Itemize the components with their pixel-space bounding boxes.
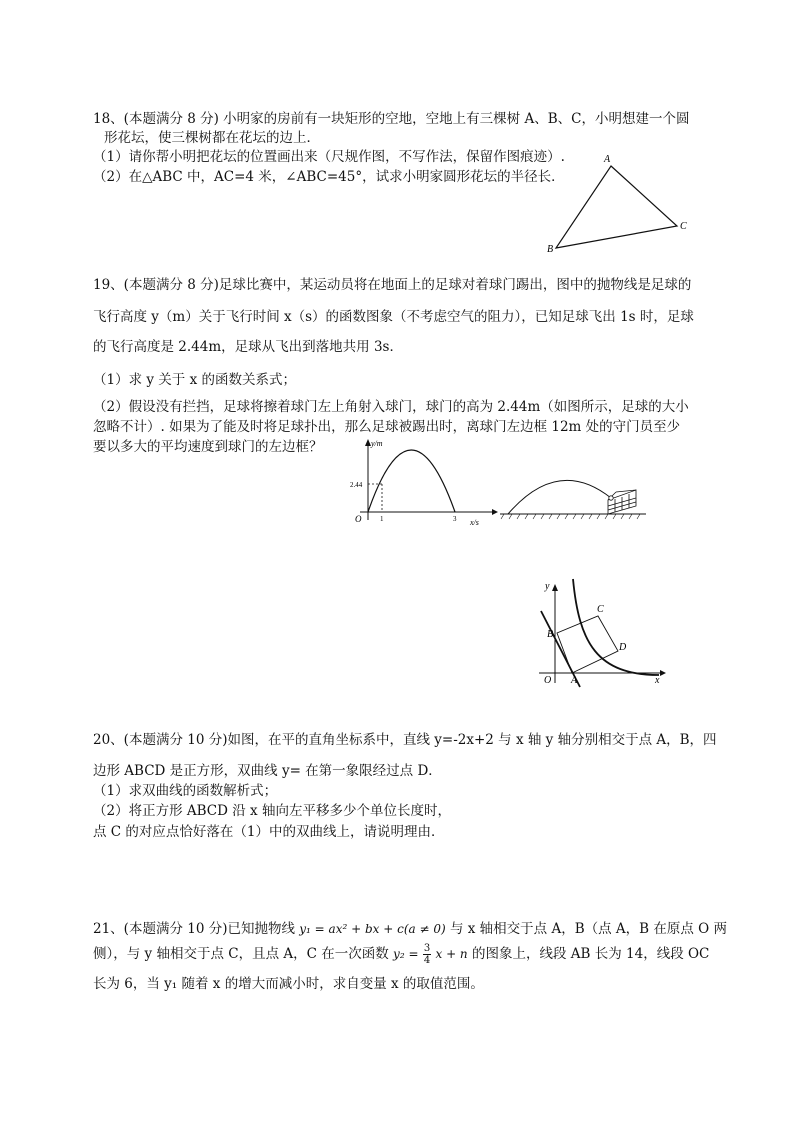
q20-line-2: 边形 ABCD 是正方形，双曲线 y= 在第一象限经过点 D． [93,763,442,779]
y-axis-arrow [552,584,558,591]
q21-linear-y: y₂ = [393,947,419,961]
q21-line-1-intro: 21、(本题满分 10 分)已知抛物线 [93,921,295,937]
q21-parabola-formula: y₁ = ax² + bx + c(a ≠ 0) [299,922,446,936]
q20-part-2-line-1: （2）将正方形 ABCD 沿 x 轴向左平移多少个单位长度时， [93,803,451,819]
q21-line-1 [93,920,727,938]
parabola-curve [368,450,455,512]
q20-square-figure [535,575,670,685]
y-tick-label: 2.44 [350,481,363,489]
fraction-denominator: 4 [423,955,431,966]
q18-triangle-figure [540,150,700,255]
ball [609,496,613,500]
q19-line-1: 19、(本题满分 8 分)足球比赛中，某运动员将在地面上的足球对着球门踢出，图中的抛物线是足球的 [93,277,692,293]
q18-line-2: 形花坛，使三棵树都在花坛的边上． [104,130,320,146]
label-c: C [680,221,687,232]
q21-line-2-intro: 侧），与 y 轴相交于点 C，且点 A，C 在一次函数 [93,946,389,962]
hyperbola [573,579,659,675]
q19-goal-illustration [496,470,656,522]
fraction-numerator: 3 [423,943,431,954]
q19-part-2-line-3: 要以多大的平均速度到球门的左边框？ [93,439,323,455]
q19-line-2: 飞行高度 y（m）关于飞行时间 x（s）的函数图象（不考虑空气的阻力），已知足球飞出 1s 时，足球 [93,309,694,325]
label-a: A [571,675,578,686]
triangle-abc [556,166,677,248]
q21-line-1-end: 与 x 轴相交于点 A，B（点 A，B 在原点 O 两 [449,921,728,937]
goal-net [608,490,636,514]
q19-part-1: （1）求 y 关于 x 的函数关系式； [93,372,296,388]
q18-part-1: （1）请你帮小明把花坛的位置画出来（尺规作图，不写作法，保留作图痕迹）. [93,149,565,165]
q20-part-2-line-2: 点 C 的对应点恰好落在（1）中的双曲线上，请说明理由． [93,824,445,840]
x-axis-arrow [660,670,666,676]
x-tick-3: 3 [453,515,457,523]
label-c: C [597,604,604,615]
square-abcd [557,616,618,673]
q20-part-1: （1）求双曲线的函数解析式； [93,783,278,799]
q21-line-2-end: 的图象上，线段 AB 长为 14，线段 OC [471,946,710,962]
origin-label: O [355,514,362,524]
x-tick-1: 1 [380,515,384,523]
q19-line-3: 的飞行高度是 2.44m，足球从飞出到落地共用 3s． [93,339,403,355]
label-b: B [547,629,554,640]
q18-line-1: 18、(本题满分 8 分) 小明家的房前有一块矩形的空地，空地上有三棵树 A、B、C，小明想建一个圆 [93,111,690,127]
q19-part-2-line-1: （2）假设没有拦挡，足球将擦着球门左上角射入球门，球门的高为 2.44m（如图所示，足球的大小 [93,399,689,415]
q18-part-2: （2）在△ABC 中，AC=4 米，∠ABC=45°，试求小明家圆形花坛的半径长． [93,169,565,185]
x-axis-label: x [655,675,660,686]
y-axis-label: y [545,581,550,592]
origin-label: O [544,675,552,686]
q21-line-3: 长为 6，当 y₁ 随着 x 的增大而减小时，求自变量 x 的取值范围。 [93,976,484,992]
q20-line-1: 20、(本题满分 10 分)如图，在平的直角坐标系中，直线 y=-2x+2 与 x 轴 y 轴分别相交于点 A，B，四 [93,732,717,748]
y-axis-label: y/m [371,439,383,448]
x-axis-label: x/s [470,518,479,527]
q21-line-2 [93,943,709,966]
q19-parabola-graph [340,436,500,528]
ground-hatching [501,514,640,519]
ball-trajectory [508,480,611,514]
label-b: B [547,244,554,255]
label-d: D [619,642,627,653]
label-a: A [604,154,611,165]
q19-part-2-line-2: 忽略不计）. 如果为了能及时将足球扑出，那么足球被踢出时，离球门左边框 12m 处的守门员至少 [93,419,681,435]
q21-fraction [423,943,431,966]
q21-linear-rest: x + n [435,947,468,961]
